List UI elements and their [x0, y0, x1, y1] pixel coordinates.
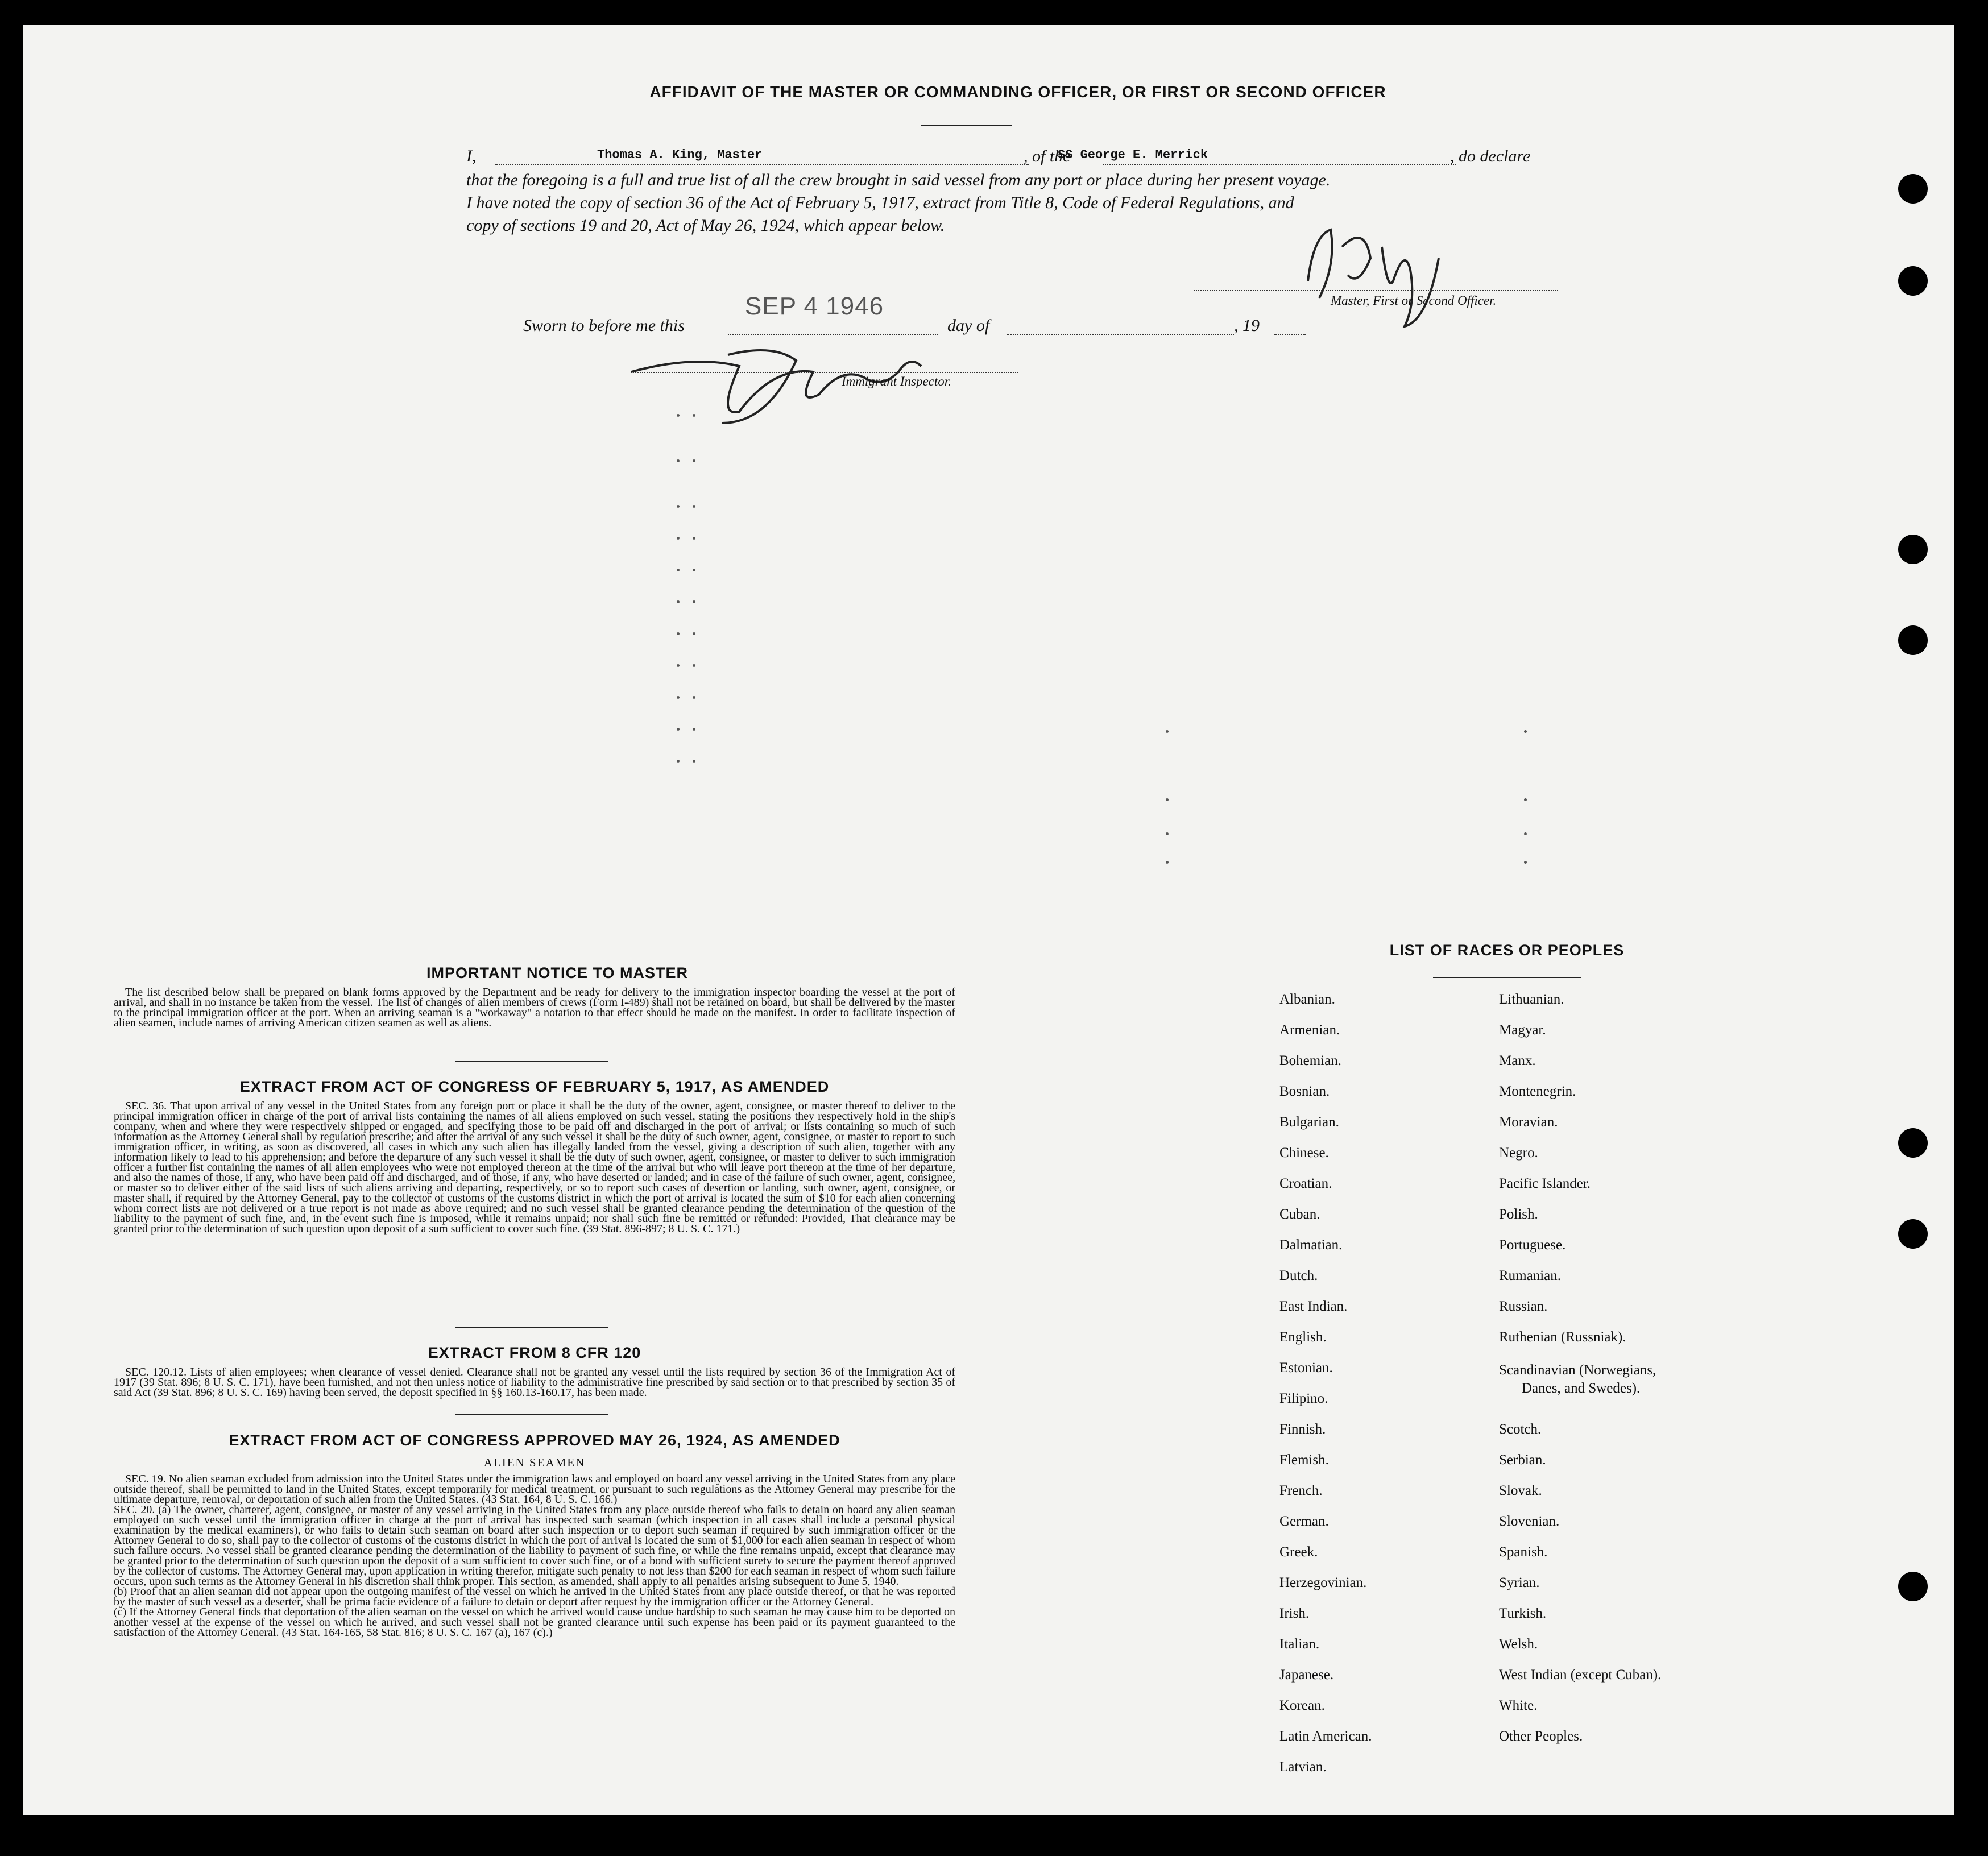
race-item: Latin American. [1279, 1729, 1372, 1744]
race-item: Welsh. [1499, 1637, 1538, 1652]
race-item: Latvian. [1279, 1759, 1327, 1775]
month-line [1007, 334, 1234, 335]
affidavit-title: AFFIDAVIT OF THE MASTER OR COMMANDING OFFICER, OR FIRST OR SECOND OFFICER [649, 83, 1386, 101]
race-item: Ruthenian (Russniak). [1499, 1329, 1626, 1345]
race-item: Chinese. [1279, 1145, 1329, 1161]
affidavit-line-3: I have noted the copy of section 36 of the Act of February 5, 1917, extract from Title 8, Code of Federal Regulations, and [466, 193, 1294, 212]
master-signature-line [1194, 290, 1558, 291]
race-item: Korean. [1279, 1698, 1325, 1713]
inspector-caption: Immigrant Inspector. [842, 374, 951, 388]
vessel-name-line [1103, 164, 1456, 165]
punch-hole [1898, 1572, 1928, 1601]
race-item: Moravian. [1499, 1115, 1558, 1130]
master-signature [1297, 213, 1467, 338]
race-item: White. [1499, 1698, 1538, 1713]
sworn-label: Sworn to before me this [523, 316, 685, 335]
race-item: West Indian (except Cuban). [1499, 1667, 1662, 1683]
master-name: Thomas A. King, Master [597, 148, 763, 162]
race-item: Danes, and Swedes). [1522, 1381, 1641, 1396]
race-item: Lithuanian. [1499, 992, 1564, 1007]
race-item: Montenegrin. [1499, 1084, 1576, 1099]
race-item: Finnish. [1279, 1422, 1326, 1437]
race-item: Irish. [1279, 1606, 1310, 1621]
document-page [23, 25, 1954, 1815]
race-item: Albanian. [1279, 992, 1335, 1007]
divider [455, 1061, 608, 1062]
of-the-label: , of the [1024, 147, 1071, 165]
race-item: Italian. [1279, 1637, 1320, 1652]
race-item: Japanese. [1279, 1667, 1334, 1683]
divider [1433, 977, 1581, 978]
extract-1924-subtitle: ALIEN SEAMEN [483, 1456, 586, 1469]
divider [455, 1414, 608, 1415]
affidavit-line-2: that the foregoing is a full and true list of all the crew brought in said vessel from any port or place during her present voyage. [466, 171, 1331, 189]
race-item: Polish. [1499, 1207, 1538, 1222]
punch-hole [1898, 535, 1928, 564]
extract-1917-text: SEC. 36. That upon arrival of any vessel in the United States from any foreign port or place it shall be the duty of the owner, agent, consignee, or master thereof to deliver to the principal immigration officer in charge of the port of arrival lists containing the names of all aliens employed on such vessel, stating the positions they respectively hold in the ship's company, when and where they were respectively shipped or engaged, and specifying those to be paid off and discharged in the port of arrival; or lists containing so much of such information as the Attorney General shall by regulation prescribe; and after the arrival of any such vessel it shall be the duty of such owner, agent, consignee, or master to report to such immigration officer, in writing, as soon as discovered, all cases in which any such alien has illegally landed from the vessel, giving a description of such alien, together with any information likely to lead to his apprehension; and before the departure of any such vessel it shall be the duty of such owner, agent, consignee, or master to deliver to such immigration officer a further list containing the names of all alien employees who were not employed thereon at the time of the arrival but who will leave port thereon at the time of her departure, and also the names of those, if any, who have been paid off and discharged, and of those, if any, who have deserted or landed; and in case of the failure of such owner, agent, consignee, or master so to deliver either of the said lists of such aliens arriving and departing, respectively, or so to report such cases of desertion or landing, such owner, agent, consignee, or master shall, if required by the Attorney General, pay to the collector of customs of the customs district in which the port of arrival is located the sum of $10 for each alien concerning whom correct lists are not delivered or a true report is not made as above required; and no such vessel shall be granted clearance pending the determination of the question of the liability to the payment of such fine, and, in the event such fine is imposed, while it remains unpaid; nor shall such fine be remitted or refunded: Provided, That clearance may be granted prior to the determination of such question upon deposit of a sum sufficient to cover such fine. (39 Stat. 896-897; 8 U. S. C. 171.) [114, 1100, 955, 1235]
affidavit-line-4: copy of sections 19 and 20, Act of May 26, 1924, which appear below. [466, 216, 945, 235]
affidavit-i-label: I, [466, 147, 477, 165]
punch-hole [1898, 1219, 1928, 1249]
race-item: Slovenian. [1499, 1514, 1560, 1529]
race-item: East Indian. [1279, 1299, 1348, 1314]
race-item: Greek. [1279, 1544, 1318, 1560]
races-title: LIST OF RACES OR PEOPLES [1389, 942, 1625, 959]
extract-cfr-text: SEC. 120.12. Lists of alien employees; when clearance of vessel denied. Clearance shall not be granted any vessel until the lists required by section 36 of the Immigration Act of 1917 (39 Stat. 896; 8 U. S. C. 171), have been furnished, and not then unless notice of liability to the administrative fine prescribed by said section or to that prescribed by section 35 of said Act (39 Stat. 896; 8 U. S. C. 169) having been served, the deposit specified in §§ 160.13-160.17, has been made. [114, 1366, 955, 1399]
race-item: Dutch. [1279, 1268, 1318, 1283]
day-of-label: day of [947, 316, 990, 335]
extract-cfr-title: EXTRACT FROM 8 CFR 120 [428, 1344, 641, 1361]
race-item: Spanish. [1499, 1544, 1548, 1560]
notice-text: The list described below shall be prepared on blank forms approved by the Department and be ready for delivery to the immigration inspector boarding the vessel at the port of arrival, and shall in no instance be taken from the vessel. The list of changes of alien members of crews (Form I-489) shall not be retained on board, but shall be delivered by the master to the principal immigration officer at the port. When an arriving seaman is a "workaway" a notation to that effect should be made on the manifest. In order to facilitate inspection of alien seamen, include names of arriving American citizen seamen as well as aliens. [114, 986, 955, 1029]
extract-1924-title: EXTRACT FROM ACT OF CONGRESS APPROVED MAY 26, 1924, AS AMENDED [229, 1432, 840, 1449]
race-item: Dalmatian. [1279, 1237, 1343, 1253]
race-item: Cuban. [1279, 1207, 1320, 1222]
divider [455, 1327, 608, 1328]
race-item: Slovak. [1499, 1483, 1542, 1498]
race-item: Other Peoples. [1499, 1729, 1583, 1744]
punch-hole [1898, 266, 1928, 296]
race-item: German. [1279, 1514, 1329, 1529]
race-item: Scandinavian (Norwegians, [1499, 1362, 1656, 1378]
punch-hole [1898, 625, 1928, 655]
race-item: Serbian. [1499, 1452, 1546, 1468]
race-item: Croatian. [1279, 1176, 1332, 1191]
vessel-name: SS George E. Merrick [1058, 148, 1208, 162]
inspector-signature-line [631, 372, 1018, 373]
race-item: Bosnian. [1279, 1084, 1330, 1099]
race-item: Manx. [1499, 1053, 1536, 1068]
punch-hole [1898, 1128, 1928, 1158]
extract-1924-text: SEC. 19. No alien seaman excluded from admission into the United States under the immigration laws and employed on board any vessel arriving in the United States from any place outside thereof, shall be permitted to land in the United States, except temporarily for medical treatment, or pursuant to such regulations as the Attorney General may prescribe for the ultimate departure, removal, or deportation of such alien from the United States. (43 Stat. 164, 8 U. S. C. 166.) SEC. 20. (a) The owner, charterer, agent, consignee, or master of any vessel arriving in the United States from any place outside thereof who fails to detain on board any alien seaman employed on such vessel until the immigration officer in charge at the port of arrival has inspected such seaman (which inspection in all cases shall include a personal physical examination by the medical examiners), or who fails to detain such seaman on board after such inspection or to deport such seaman if required by such immigration officer or the Attorney General to do so, shall pay to the collector of customs of the customs district in which the port of arrival is located the sum of $1,000 for each alien seaman in respect of whom such failure occurs. No vessel shall be granted clearance pending the determination of the liability to payment of such fine, or while the fine remains unpaid, except that clearance may be granted prior to the determination of such question upon the deposit of a sum sufficient to cover such fine, or of a bond with sufficient surety to secure the payment thereof approved by the collector of customs. The Attorney General may, upon application in writing therefor, mitigate such penalty to not less than $200 for each seaman in respect of whom such failure occurs, upon such terms as the Attorney General in his discretion shall think proper. This section, as amended, shall apply to all penalties arising subsequent to June 5, 1940. (b) Proof that an alien seaman did not appear upon the outgoing manifest of the vessel on which he arrived in the United States from any place outside thereof, or that he was reported by the master of such vessel as a deserter, shall be prima facie evidence of a failure to detain or deport after request by the immigration officer or the Attorney General. (c) If the Attorney General finds that deportation of the alien seaman on the vessel on which he arrived would cause undue hardship to such seaman he may cause him to be deported on another vessel at the expense of the vessel on which he arrived, and such vessel shall not be granted clearance until such expense has been paid or its payment guaranteed to the satisfaction of the Attorney General. (43 Stat. 164-165, 58 Stat. 816; 8 U. S. C. 167 (a), 167 (c).) [114, 1473, 955, 1639]
race-item: Rumanian. [1499, 1268, 1562, 1283]
notice-title: IMPORTANT NOTICE TO MASTER [426, 964, 688, 981]
race-item: English. [1279, 1329, 1327, 1345]
master-caption: Master, First or Second Officer. [1331, 293, 1497, 308]
race-item: Syrian. [1499, 1575, 1540, 1590]
race-item: Filipino. [1279, 1391, 1328, 1406]
race-item: Bohemian. [1279, 1053, 1342, 1068]
master-name-line [495, 164, 1029, 165]
date-stamp: SEP 4 1946 [745, 292, 884, 320]
race-item: Portuguese. [1499, 1237, 1566, 1253]
race-item: French. [1279, 1483, 1323, 1498]
extract-1917-title: EXTRACT FROM ACT OF CONGRESS OF FEBRUARY 5, 1917, AS AMENDED [239, 1078, 830, 1095]
race-item: Scotch. [1499, 1422, 1542, 1437]
race-item: Bulgarian. [1279, 1115, 1339, 1130]
year-line [1274, 334, 1306, 335]
race-item: Magyar. [1499, 1022, 1546, 1038]
race-item: Flemish. [1279, 1452, 1329, 1468]
race-item: Turkish. [1499, 1606, 1547, 1621]
race-item: Pacific Islander. [1499, 1176, 1591, 1191]
punch-hole [1898, 174, 1928, 204]
divider [921, 125, 1012, 126]
declare-label: , do declare [1450, 147, 1531, 165]
race-item: Russian. [1499, 1299, 1548, 1314]
year-label: , 19 [1234, 316, 1260, 335]
race-item: Estonian. [1279, 1360, 1333, 1376]
race-item: Herzegovinian. [1279, 1575, 1367, 1590]
race-item: Negro. [1499, 1145, 1538, 1161]
race-item: Armenian. [1279, 1022, 1340, 1038]
